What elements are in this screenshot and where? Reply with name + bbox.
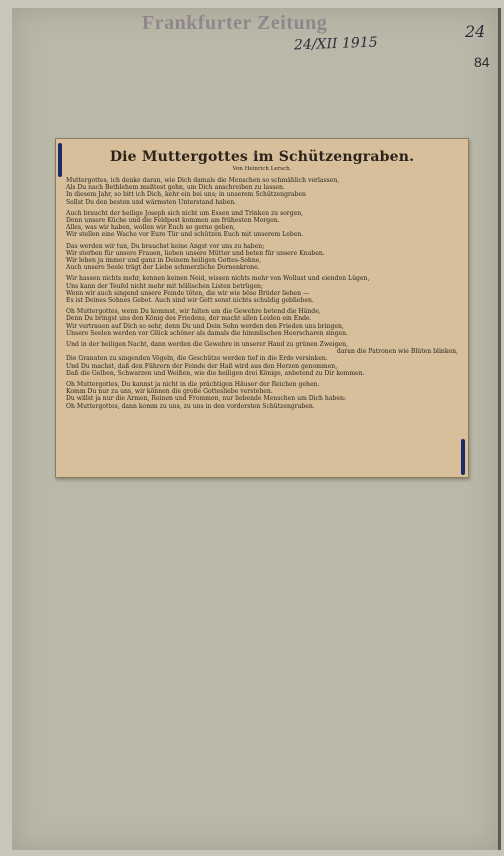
ink-mark-left [58,143,62,177]
poem-line: Auch braucht der heilige Joseph sich nicht um Essen und Trinken zu sorgen, [66,209,304,217]
stanza-3 [66,243,458,272]
poem-line: Wir stellen eine Wache vor Eure Tür und schützen Euch mit unserem Leben. [66,231,304,239]
poem-line: Die Granaten zu singenden Vögeln, die Geschütze werden tief in die Erde versinken. [66,355,328,363]
poem-line: Denn unsere Küche und die Feldpost kommen am frühesten Morgen. [66,217,280,225]
article-title: Die Muttergottes im Schützengraben. [109,149,415,165]
poem-line: Sollst Du den besten und wärmsten Unterstand haben. [66,198,237,206]
poem-line: Oh Muttergottes, wenn Du kommst, wir falten um die Gewehre betend die Hände, [66,308,321,316]
newspaper-source-stamp: Frankfurter Zeitung [142,12,328,34]
poem-line: Uns kann der Teufel nicht mehr mit höllischen Listen betrügen; [66,282,264,290]
poem-line: Muttergottes, ich denke daran, wie Dich damals die Menschen so schmählich verlassen, [66,177,340,184]
poem-line: Unsere Seelen werden vor Glück schöner als damals die himmlischen Heerscharen singen. [66,329,348,337]
poem-line: daran die Patronen wie Blüten blinken, [336,348,458,356]
page-number: 84 [474,54,490,70]
ink-mark-right [461,439,465,475]
poem-line: Komm Du nur zu uns, wir können die große Gottesliebe verstehen. [66,388,273,396]
stanza-4 [66,275,458,304]
stanza-6 [66,341,458,377]
poem-line: Und in der heiligen Nacht, dann werden die Gewehre in unserer Hand zu grünen Zweigen, [66,341,348,349]
poem-line: Daß die Gelben, Schwarzen und Weißen, wie die heiligen drei Könige, anbetend zu Dir kommen. [66,369,365,377]
newspaper-clipping [55,138,469,478]
poem-line: Und Du machst, daß den Führern der Feinde der Haß wird aus den Herzen genommen, [66,362,338,370]
stanza-7 [66,381,458,410]
poem-line: Als Du nach Bethlehem mußtest gehn, um Dich anschreiben zu lassen. [66,184,285,192]
poem-line: Alles, was wir haben, wollen wir Euch so gerne geben, [66,224,236,232]
handwritten-date: 24/XII 1915 [293,34,378,54]
article-author: Von Heinrich Lersch. [232,166,292,172]
stanza-1 [66,177,458,206]
stanza-2 [66,210,458,239]
poem-line: Auch unsere Seele trägt der Liebe schmerzliche Dornenkrone. [66,264,260,272]
handwritten-sheet-number: 24 [465,22,486,41]
poem-line: Wir hassen nichts mehr, kennen keinen Neid, wissen nichts mehr von Wollust und eienden Lügen, [66,275,370,283]
poem-line: Es ist Deines Sohnes Gebot. Auch sind wir Gott sonst nichts schuldig geblieben. [66,297,314,305]
poem-line: Wenn wir auch singend unsere Feinde töten, die wir wie böse Brüder lieben — [66,289,310,297]
poem-line: In diesem Jahr, so bitt ich Dich, kehr ein bei uns; in unserem Schützengraben [66,191,306,199]
poem-line: Denn Du bringst uns den König des Friedens, der macht allen Leiden ein Ende. [66,315,312,323]
poem-line: Oh Muttergottes, dann komm zu uns, zu uns in den vordersten Schützengraben. [66,402,315,410]
poem-line: Wir vertrauen auf Dich so sehr, denn Du und Dein Sohn werden den Frieden uns bringen, [66,322,344,330]
poem-line: Wir leben ja immer und ganz in Deinem heiligen Gottes-Sohne, [66,257,262,265]
poem-line: Oh Muttergottes, Du kannst ja nicht in die prächtigen Häuser der Reichen gehen. [66,381,320,389]
poem-line: Das werden wir tun, Du brauchst keine Angst vor uns zu haben; [66,242,265,250]
stanza-5 [66,308,458,337]
poem-line: Wir sterben für unsere Frauen, lieben unsere Mütter und beten für unsere Knaben. [66,249,325,257]
poem-line: Du willst ja nur die Armen, Reinen und Frommen, nur liebende Menschen um Dich haben: [66,395,346,403]
